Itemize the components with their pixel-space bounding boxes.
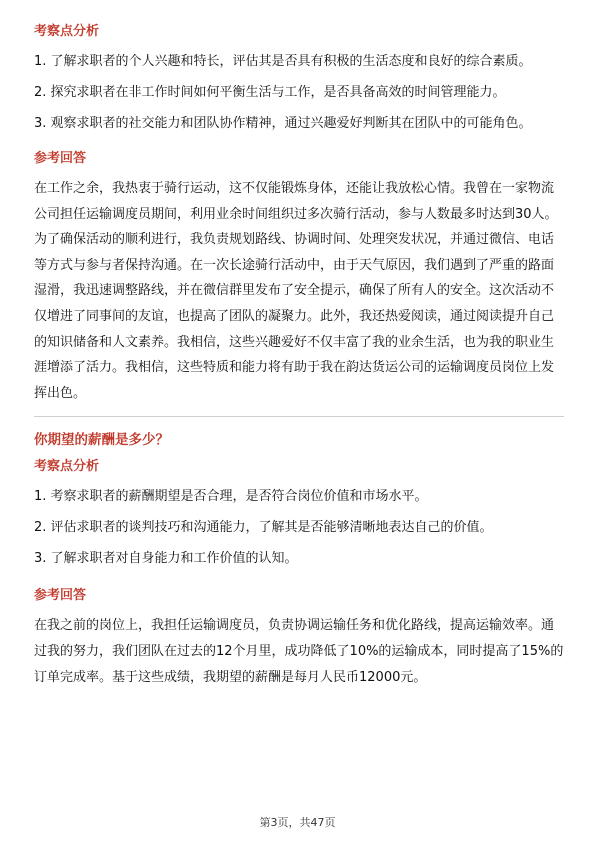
analysis-item: 2. 评估求职者的谈判技巧和沟通能力，了解其是否能够清晰地表达自己的价值。 — [34, 520, 493, 536]
page-number: 第3页，共47页 — [259, 816, 336, 829]
analysis-item: 3. 了解求职者对自身能力和工作价值的认知。 — [34, 551, 298, 567]
section-divider — [34, 416, 564, 417]
question-heading: 你期望的薪酬是多少？ — [34, 432, 169, 449]
analysis-item: 2. 探究求职者在非工作时间如何平衡生活与工作，是否具备高效的时间管理能力。 — [34, 85, 506, 100]
analysis-heading: 考察点分析 — [34, 24, 100, 39]
answer-paragraph: 在工作之余，我热衷于骑行运动，这不仅能锻炼身体，还能让我放松心情。我曾在一家物流公司担任运输调度员期间，利用业余时间组织过多次骑行活动，参与人数最多时达到30人。为了确保活动的顺利进行，我负责规划路线、协调时间、处理突发状况，并通过微信、电话等方式与参与者保持沟通。在一次长途骑行活动中，由于天气原因，我们遇到了严重的路面湿滑，我迅速调整路线，并在微信群里发布了安全提示，确保了所有人的安全。这次活动不仅增进了同事间的友谊，也提高了团队的凝聚力。此外，我还热爱阅读，通过阅读提升自己的知识储备和人文素养。我相信，这些兴趣爱好不仅丰富了我的业余生活，也为我的职业生涯增添了活力。我相信，这些特质和能力将有助于我在韵达货运公司的运输调度员岗位上发挥出色。 — [34, 181, 558, 401]
analysis-heading: 考察点分析 — [34, 459, 100, 475]
answer-paragraph: 在我之前的岗位上，我担任运输调度员，负责协调运输任务和优化路线，提高运输效率。通过我的努力，我们团队在过去的12个月里，成功降低了10%的运输成本，同时提高了15%的订单完成率。基于这些成绩，我期望的薪酬是每月人民币12000元。 — [34, 618, 564, 685]
answer-heading: 参考回答 — [34, 151, 87, 166]
analysis-item: 3. 观察求职者的社交能力和团队协作精神，通过兴趣爱好判断其在团队中的可能角色。 — [34, 116, 532, 131]
analysis-item: 1. 考察求职者的薪酬期望是否合理，是否符合岗位价值和市场水平。 — [34, 489, 428, 505]
answer-heading: 参考回答 — [34, 588, 87, 604]
page-content — [34, 23, 564, 690]
analysis-item: 1. 了解求职者的个人兴趣和特长，评估其是否具有积极的生活态度和良好的综合素质。 — [34, 54, 532, 69]
